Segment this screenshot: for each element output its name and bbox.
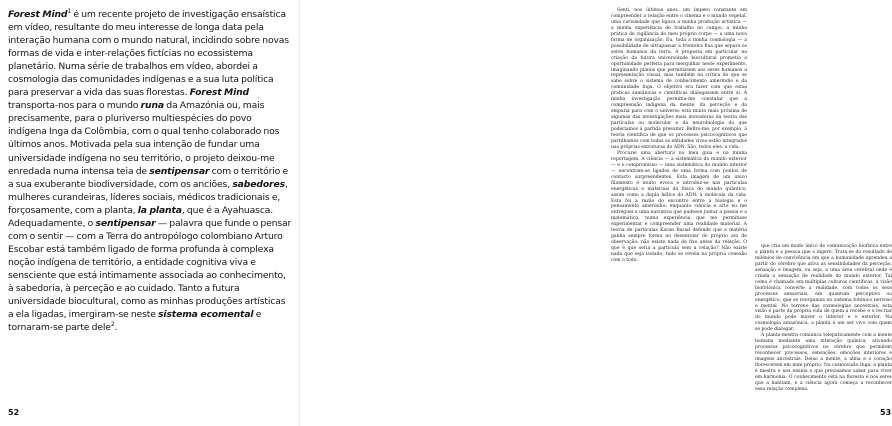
text-run: — palavra que funde o pensar com o sentir — com a Terra do antropólogo colombiano Arturo Escobar está também ligado de forma profunda à complexa noção indígena de território, a entidade cognitiva viva e sensciente que está intimamente associada ao conhecimento, à sabedoria, à perceção e ao cuidado. Tanto a futura universidade biocultural, como as minhas produções artísticas a ela ligadas, imergiram-se neste [8, 217, 292, 321]
text-column-left [611, 8, 747, 264]
text-run: , que é a Ayahuasca. Adequadamente, o [8, 204, 274, 229]
text-run: , mulheres curandeiras, líderes sociais, médicos tradicionais e, forçosamente, com a planta, [8, 178, 288, 216]
term-sentipensar: sentipensar [149, 165, 210, 177]
text-run: e tornaram-se parte dele [8, 309, 262, 334]
footnote-ref: 1 [67, 7, 72, 15]
page-number-left: 52 [8, 408, 20, 417]
essay-intro-text [8, 8, 292, 334]
text-run: . [114, 322, 118, 334]
text-column-right [755, 244, 892, 393]
term-sentipensar-2: sentipensar [95, 217, 156, 229]
column-paragraph: A planta-mestra comunica telepaticamente com a mente humana mediante uma interação química, ativando processos psicocognitivos no cérebro que permitem reconhecer processos, sensações, emoções interiores e imagens ancestrais. Deixo a mente, a alma e o coração florescerem em mim próprio. Na cosmovisão Inga, a planta é mestra e nos ensina o que precisamos saber para viver em harmonia. O conhecimento está na floresta e nos seres que a habitam, e a ciência agora começa a reconhecer essa relação complexa. [755, 333, 892, 392]
term-sistema-ecomental: sistema ecomental [158, 309, 254, 321]
forest-mind-title: Forest Mind [8, 9, 68, 20]
text-run: é um recente projeto de investigação ensaística em vídeo, resultante do meu interesse de longa data pela interação humana com o mundo natural, incidindo sobre novas formas de vida e inter-relações fictícias no ecossistema planetário. Numa série de trabalhos em vídeo, abordei a cosmologia das comunidades indígenas e a sua luta política para preservar a vida das suas florestas. [8, 9, 289, 99]
text-run: com o território e a sua exuberante biodiversidade, com os anciões, [8, 165, 289, 190]
page-number-right: 53 [880, 408, 892, 417]
forest-mind-title-2: Forest Mind [189, 87, 250, 99]
term-runa: runa [140, 100, 164, 112]
term-la-planta: la planta [137, 204, 182, 216]
left-page [0, 0, 300, 426]
term-sabedores: sabedores [232, 178, 285, 190]
column-paragraph: Senti, nos últimos anos, um ímpeto constante em compreender a relação entre o cinema e o mundo vegetal, uma curiosidade que ligava a minha produção artística — a minha experiência de trabalho no campo, a minha prática de vigilância do meu próprio corpo — a uma nova forma de organização. Eu, toda a minha cosmologia — a possibilidade de ultrapassar a fronteira fixa que separa os seres humanos da terra. A proposta em particular na criação da futura universidade biocultural prometia a oportunidade perfeita para mergulhar neste experimento, imaginando planos que permitissem aos seres humanos a representação visual, mas também na crítica do que se sabe sobre o sistema de conhecimento ameríndio e da comunidade Inga. O objetivo era fazer com que estas práticas xamânicas e científicas dialogassem entre si. A minha investigação permitiu-me constatar que a compreensão indígena da mente, da perceção e da empatia para com o universo está muito mais próxima de algumas das investigações mais inovadoras da teoria das partículas ou molecular e da neurobiologia do que poderíamos à partida presumir. Refiro-me, por exemplo, à teoria científica de que os processos psicocognitivos que partilhamos com todas as entidades vivas estão integrados nas próprias estruturas do ADN. São, todos eles, a vida. [611, 8, 747, 150]
footnote-ref-2: 2 [110, 321, 115, 329]
column-paragraph: Procurei uma abertura no meu guia e na minha reportagem. A ciência — a sistemática do mundo exterior — e o compromisso — uma sistemática do mundo interior — encontram-se ligados de uma forma com pontos de contacto surpreendentes. Esta imagem de um único filamento é muito evoca e introduz-se nas partículas energéticas e materiais da física do mundo quântico, assim como a dupla hélice do ADN, à molécula da vida. Esta foi a razão do encontro entre a biologia e o pensamento ameríndio: enquanto ciência e arte eu me entreguei a uma narrativa que pudesse juntar a poesia e a matemática, numa experiência que me permitisse experimentar e compreender uma realidade material. A teoria de partículas Karan Barad defende que a matéria ganha sempre forma no desenrolar do próprio ato de observação: não existe nada de fixo antes da relação. O que é que seria a partícula sem a relação? Não existe nada que seja isolado, tudo se revela na própria conexão com o todo. [611, 150, 747, 264]
essay-paragraph [8, 8, 292, 334]
right-page [300, 0, 892, 426]
text-run: transporta-nos para o mundo [8, 100, 141, 112]
text-run: da Amazónia ou, mais precisamente, para o pluriverso multiespécies do povo indígena Inga da Colômbia, com o qual tenho colaborado nos últimos anos. Motivada pela sua intenção de fundar uma universidade indígena no seu território, o projeto deixou-me enredada numa intensa teia de [8, 100, 280, 177]
column-paragraph: que cria um modo único de comunicação biofísica entre a planta e a pessoa que a ingere. Trata-se do resultado de milénios de convivência em que a humanidade aprendeu a partir do cérebro que ativa as sensibilidades da perceção, sensação e imagem, ou seja, a uma área cerebral onde é criada a sensação de realidade do mundo exterior. Tal como é chamado em múltiplas culturas científicas, a visão biofotónica converte a realidade, com todos os seus processos sensoriais, em quantum perceptivo ou energético, que se reorganiza no sistema fotónico nervoso e mental. No terreno das cosmologias ancestrais, esta visão é parte da própria vida de quem a recebe e o recriar do mundo pode mover o interior e o exterior. Na cosmologia amazónica, a planta é um ser vivo com quem se pode dialogar. [755, 244, 892, 333]
